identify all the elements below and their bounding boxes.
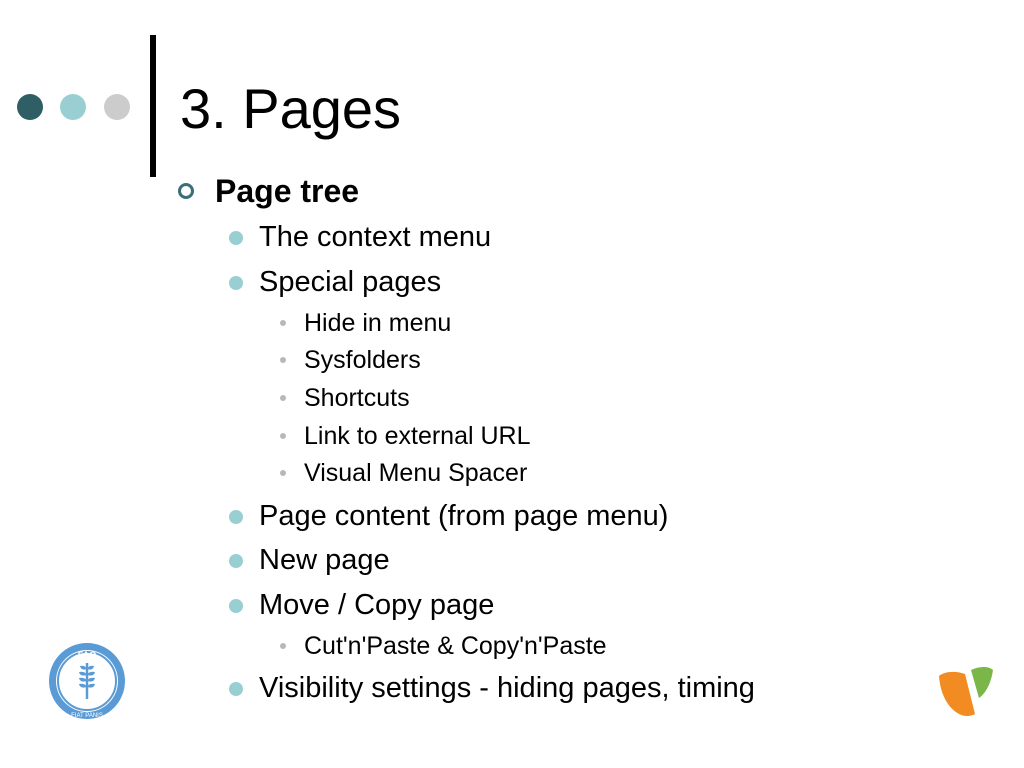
bullet-sysfolders: Sysfolders xyxy=(304,346,421,374)
bullet-cut-paste: Cut'n'Paste & Copy'n'Paste xyxy=(304,632,607,660)
bullet-dot-icon xyxy=(229,510,243,524)
bullet-dot-icon xyxy=(229,231,243,245)
fao-letters: FAO xyxy=(77,650,97,660)
bullet-external-url: Link to external URL xyxy=(304,422,531,450)
bullet-menu-spacer: Visual Menu Spacer xyxy=(304,459,528,487)
fao-motto: FIAT PANIS xyxy=(71,713,103,719)
bullet-context-menu: The context menu xyxy=(259,221,492,253)
sub-bullet-icon xyxy=(280,470,286,476)
bullet-special-pages: Special pages xyxy=(259,266,442,298)
header-dot-dark xyxy=(17,94,43,120)
bullet-dot-icon xyxy=(229,554,243,568)
header-dot-light xyxy=(60,94,86,120)
fao-logo xyxy=(47,641,127,721)
bullet-shortcuts: Shortcuts xyxy=(304,384,410,412)
bullet-visibility: Visibility settings - hiding pages, timing xyxy=(259,672,755,704)
typo3-logo xyxy=(935,662,997,722)
bullet-hide-in-menu: Hide in menu xyxy=(304,309,452,337)
bullet-new-page: New page xyxy=(259,544,390,576)
header-dot-grey xyxy=(104,94,130,120)
bullet-move-copy: Move / Copy page xyxy=(259,589,495,621)
title-divider xyxy=(150,35,156,177)
sub-bullet-icon xyxy=(280,320,286,326)
sub-bullet-icon xyxy=(280,643,286,649)
bullet-page-tree: Page tree xyxy=(215,173,360,209)
bullet-dot-icon xyxy=(229,276,243,290)
bullet-page-content: Page content (from page menu) xyxy=(259,500,669,532)
bullet-dot-icon xyxy=(229,682,243,696)
bullet-dot-icon xyxy=(229,599,243,613)
slide-title: 3. Pages xyxy=(180,77,402,140)
sub-bullet-icon xyxy=(280,395,286,401)
ring-bullet-icon xyxy=(178,183,194,199)
sub-bullet-icon xyxy=(280,433,286,439)
sub-bullet-icon xyxy=(280,357,286,363)
